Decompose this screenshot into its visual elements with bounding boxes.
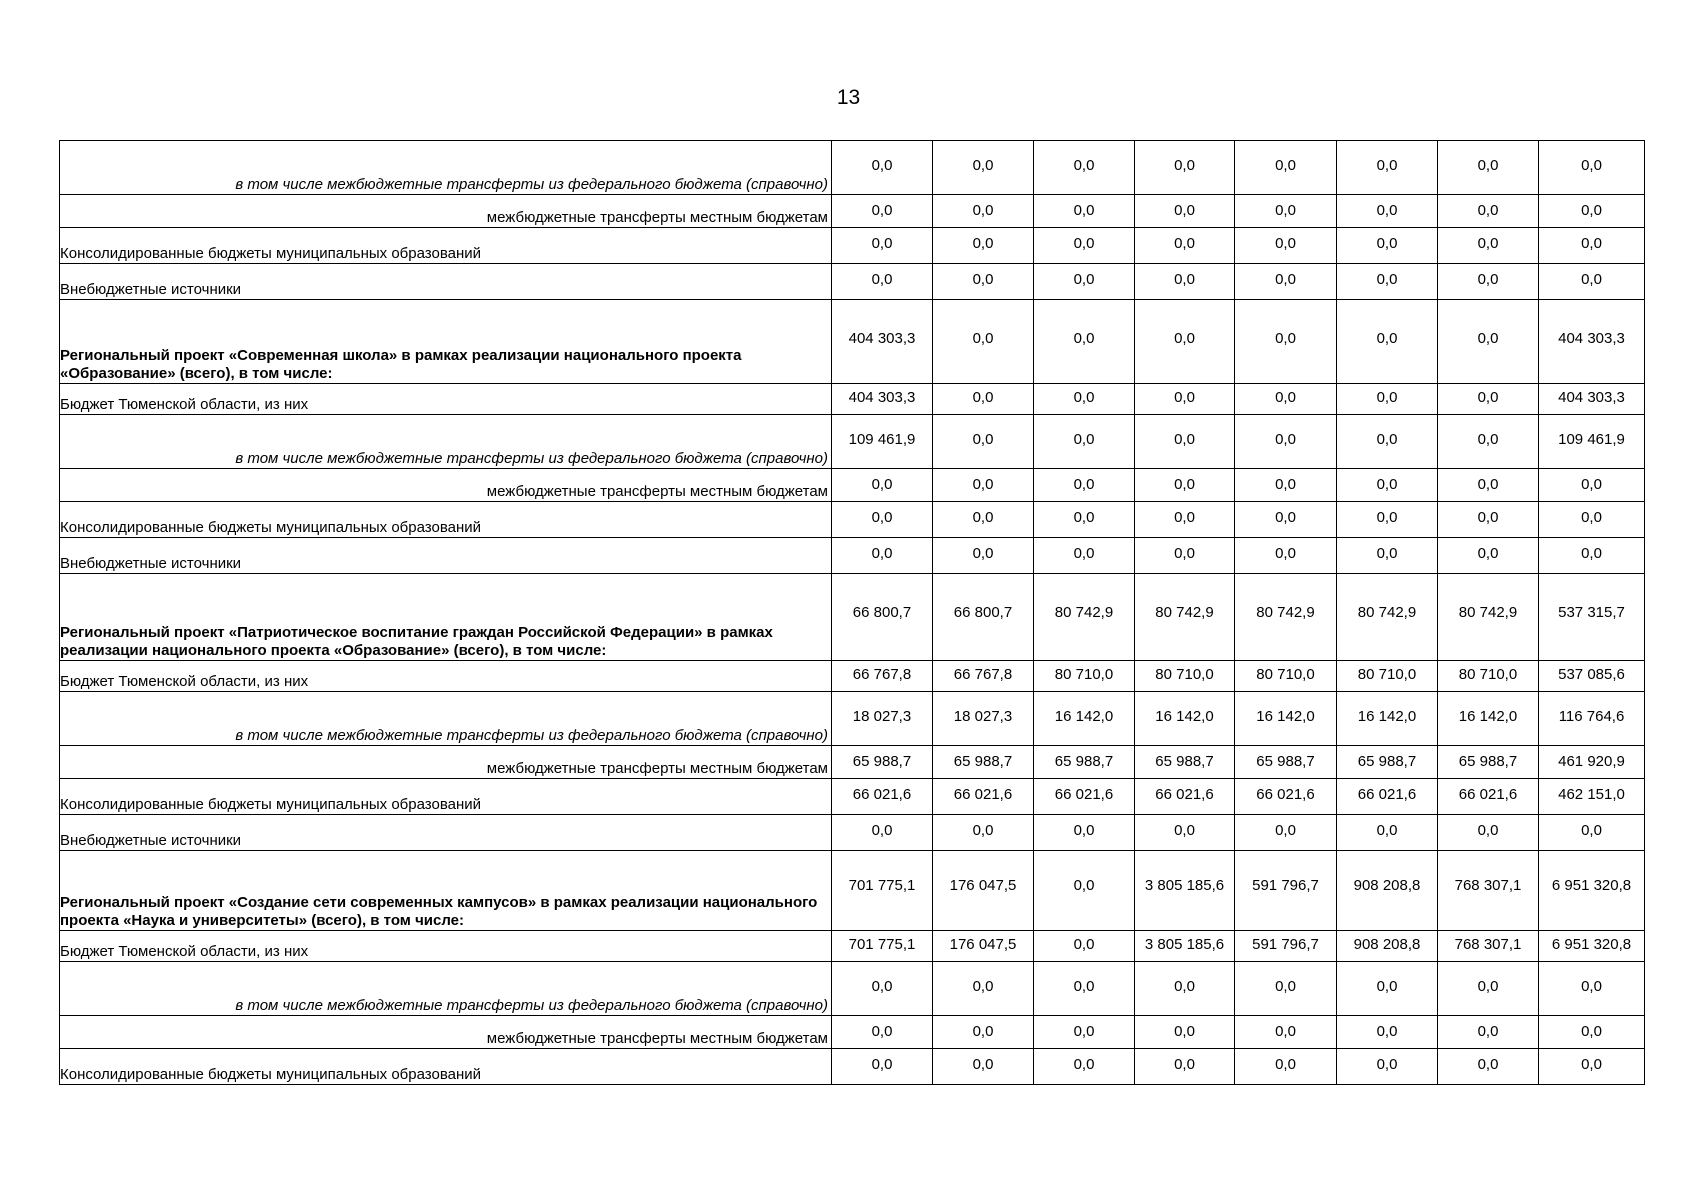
row-label: в том числе межбюджетные трансферты из федерального бюджета (справочно) [60,692,832,746]
value-cell: 0,0 [1034,415,1135,469]
table-row [60,195,1645,228]
value-cell: 3 805 185,6 [1135,931,1235,962]
value-cell: 66 021,6 [1235,779,1337,815]
value-cell: 66 767,8 [933,661,1034,692]
value-cell: 0,0 [1235,538,1337,574]
value-cell: 701 775,1 [832,851,933,931]
value-cell: 0,0 [1034,851,1135,931]
table-row [60,538,1645,574]
value-cell: 0,0 [933,502,1034,538]
value-cell: 116 764,6 [1539,692,1645,746]
table-row [60,962,1645,1016]
value-cell: 0,0 [1337,384,1438,415]
value-cell: 0,0 [933,415,1034,469]
value-cell: 3 805 185,6 [1135,851,1235,931]
value-cell: 66 021,6 [832,779,933,815]
table-row [60,384,1645,415]
value-cell: 0,0 [1235,195,1337,228]
row-label: Внебюджетные источники [60,538,832,574]
value-cell: 16 142,0 [1135,692,1235,746]
value-cell: 0,0 [1337,141,1438,195]
row-label: Бюджет Тюменской области, из них [60,931,832,962]
value-cell: 0,0 [1539,1016,1645,1049]
table-row [60,141,1645,195]
value-cell: 0,0 [1337,264,1438,300]
value-cell: 701 775,1 [832,931,933,962]
value-cell: 0,0 [1034,228,1135,264]
value-cell: 0,0 [1438,141,1539,195]
value-cell: 18 027,3 [933,692,1034,746]
table-row [60,228,1645,264]
value-cell: 0,0 [832,962,933,1016]
value-cell: 0,0 [1539,1049,1645,1085]
value-cell: 18 027,3 [832,692,933,746]
row-label: Бюджет Тюменской области, из них [60,384,832,415]
value-cell: 0,0 [1539,141,1645,195]
value-cell: 908 208,8 [1337,931,1438,962]
value-cell: 0,0 [1034,195,1135,228]
value-cell: 109 461,9 [832,415,933,469]
value-cell: 0,0 [933,815,1034,851]
value-cell: 80 742,9 [1235,574,1337,661]
value-cell: 66 800,7 [933,574,1034,661]
budget-table [59,140,1645,1085]
value-cell: 6 951 320,8 [1539,851,1645,931]
value-cell: 0,0 [1438,300,1539,384]
row-label: межбюджетные трансферты местным бюджетам [60,746,832,779]
value-cell: 0,0 [1539,502,1645,538]
value-cell: 80 710,0 [1235,661,1337,692]
value-cell: 0,0 [1438,962,1539,1016]
value-cell: 0,0 [1235,264,1337,300]
value-cell: 0,0 [933,469,1034,502]
value-cell: 0,0 [1438,264,1539,300]
value-cell: 0,0 [933,962,1034,1016]
value-cell: 0,0 [933,264,1034,300]
value-cell: 0,0 [1034,141,1135,195]
value-cell: 80 710,0 [1034,661,1135,692]
value-cell: 0,0 [1235,1016,1337,1049]
row-label: Консолидированные бюджеты муниципальных образований [60,779,832,815]
value-cell: 0,0 [1235,962,1337,1016]
table-row [60,264,1645,300]
value-cell: 0,0 [1135,962,1235,1016]
value-cell: 0,0 [933,1016,1034,1049]
table-row [60,502,1645,538]
value-cell: 0,0 [1034,1049,1135,1085]
row-label: Внебюджетные источники [60,264,832,300]
value-cell: 0,0 [1034,815,1135,851]
value-cell: 109 461,9 [1539,415,1645,469]
value-cell: 80 742,9 [1034,574,1135,661]
value-cell: 0,0 [1337,228,1438,264]
value-cell: 0,0 [1539,962,1645,1016]
value-cell: 0,0 [1135,141,1235,195]
value-cell: 0,0 [933,228,1034,264]
value-cell: 65 988,7 [933,746,1034,779]
value-cell: 80 710,0 [1438,661,1539,692]
value-cell: 0,0 [1135,415,1235,469]
value-cell: 176 047,5 [933,931,1034,962]
value-cell: 0,0 [832,815,933,851]
value-cell: 0,0 [1135,195,1235,228]
value-cell: 0,0 [1438,1049,1539,1085]
value-cell: 66 021,6 [1135,779,1235,815]
value-cell: 0,0 [1135,815,1235,851]
value-cell: 0,0 [1034,1016,1135,1049]
table-row [60,746,1645,779]
value-cell: 0,0 [1034,538,1135,574]
value-cell: 537 315,7 [1539,574,1645,661]
row-label: в том числе межбюджетные трансферты из федерального бюджета (справочно) [60,415,832,469]
table-row [60,469,1645,502]
value-cell: 66 767,8 [832,661,933,692]
value-cell: 0,0 [1235,815,1337,851]
value-cell: 0,0 [1135,384,1235,415]
value-cell: 65 988,7 [832,746,933,779]
value-cell: 0,0 [933,538,1034,574]
row-label: Региональный проект «Патриотическое воспитание граждан Российской Федерации» в рамках реализации национального проекта «Образование» (всего), в том числе: [60,574,832,661]
value-cell: 0,0 [1337,962,1438,1016]
value-cell: 0,0 [1135,1049,1235,1085]
value-cell: 0,0 [1438,469,1539,502]
value-cell: 0,0 [1034,502,1135,538]
value-cell: 80 742,9 [1135,574,1235,661]
value-cell: 0,0 [1135,538,1235,574]
value-cell: 537 085,6 [1539,661,1645,692]
value-cell: 0,0 [1337,538,1438,574]
row-label: Бюджет Тюменской области, из них [60,661,832,692]
row-label: в том числе межбюджетные трансферты из федерального бюджета (справочно) [60,962,832,1016]
value-cell: 66 021,6 [933,779,1034,815]
table-row [60,692,1645,746]
value-cell: 176 047,5 [933,851,1034,931]
value-cell: 0,0 [1539,538,1645,574]
page-number: 13 [836,86,861,109]
value-cell: 80 710,0 [1135,661,1235,692]
value-cell: 0,0 [933,195,1034,228]
value-cell: 0,0 [1034,931,1135,962]
table-row [60,1016,1645,1049]
value-cell: 0,0 [1135,469,1235,502]
value-cell: 0,0 [832,1016,933,1049]
table-body [60,141,1645,1085]
value-cell: 591 796,7 [1235,931,1337,962]
value-cell: 0,0 [1135,1016,1235,1049]
row-label: Внебюджетные источники [60,815,832,851]
value-cell: 66 021,6 [1337,779,1438,815]
value-cell: 0,0 [1337,502,1438,538]
value-cell: 0,0 [1034,384,1135,415]
row-label: межбюджетные трансферты местным бюджетам [60,469,832,502]
value-cell: 65 988,7 [1235,746,1337,779]
value-cell: 0,0 [1034,469,1135,502]
value-cell: 0,0 [1337,1016,1438,1049]
row-label: в том числе межбюджетные трансферты из федерального бюджета (справочно) [60,141,832,195]
value-cell: 65 988,7 [1034,746,1135,779]
value-cell: 0,0 [1337,469,1438,502]
value-cell: 0,0 [1135,228,1235,264]
value-cell: 80 742,9 [1438,574,1539,661]
value-cell: 16 142,0 [1034,692,1135,746]
value-cell: 0,0 [1235,228,1337,264]
value-cell: 404 303,3 [832,384,933,415]
row-label: Консолидированные бюджеты муниципальных образований [60,1049,832,1085]
value-cell: 404 303,3 [832,300,933,384]
value-cell: 0,0 [832,264,933,300]
value-cell: 0,0 [1438,538,1539,574]
value-cell: 0,0 [933,1049,1034,1085]
value-cell: 0,0 [1034,300,1135,384]
value-cell: 16 142,0 [1337,692,1438,746]
value-cell: 908 208,8 [1337,851,1438,931]
value-cell: 16 142,0 [1438,692,1539,746]
value-cell: 768 307,1 [1438,851,1539,931]
value-cell: 0,0 [1135,502,1235,538]
value-cell: 591 796,7 [1235,851,1337,931]
table-row [60,574,1645,661]
value-cell: 0,0 [1539,228,1645,264]
value-cell: 0,0 [1539,195,1645,228]
value-cell: 0,0 [1235,502,1337,538]
value-cell: 768 307,1 [1438,931,1539,962]
value-cell: 66 021,6 [1034,779,1135,815]
value-cell: 0,0 [933,384,1034,415]
value-cell: 0,0 [1337,1049,1438,1085]
table-row [60,661,1645,692]
value-cell: 0,0 [1438,384,1539,415]
value-cell: 0,0 [1438,415,1539,469]
value-cell: 0,0 [832,141,933,195]
value-cell: 0,0 [1438,228,1539,264]
value-cell: 0,0 [1438,502,1539,538]
value-cell: 404 303,3 [1539,384,1645,415]
table-row [60,779,1645,815]
row-label: межбюджетные трансферты местным бюджетам [60,195,832,228]
table-row [60,815,1645,851]
value-cell: 0,0 [1034,264,1135,300]
table-row [60,851,1645,931]
value-cell: 0,0 [1438,815,1539,851]
value-cell: 0,0 [1337,300,1438,384]
value-cell: 66 021,6 [1438,779,1539,815]
value-cell: 0,0 [1539,469,1645,502]
value-cell: 0,0 [832,195,933,228]
value-cell: 0,0 [1135,300,1235,384]
table-row [60,300,1645,384]
value-cell: 16 142,0 [1235,692,1337,746]
value-cell: 0,0 [1337,415,1438,469]
value-cell: 65 988,7 [1438,746,1539,779]
row-label: Консолидированные бюджеты муниципальных образований [60,228,832,264]
value-cell: 65 988,7 [1337,746,1438,779]
value-cell: 404 303,3 [1539,300,1645,384]
value-cell: 0,0 [1438,195,1539,228]
value-cell: 0,0 [1337,815,1438,851]
table-row [60,1049,1645,1085]
value-cell: 0,0 [1539,264,1645,300]
value-cell: 0,0 [1235,300,1337,384]
value-cell: 0,0 [832,502,933,538]
row-label: межбюджетные трансферты местным бюджетам [60,1016,832,1049]
value-cell: 461 920,9 [1539,746,1645,779]
table-row [60,415,1645,469]
row-label: Консолидированные бюджеты муниципальных образований [60,502,832,538]
value-cell: 0,0 [832,228,933,264]
value-cell: 0,0 [933,300,1034,384]
value-cell: 66 800,7 [832,574,933,661]
value-cell: 0,0 [832,538,933,574]
row-label: Региональный проект «Современная школа» в рамках реализации национального проекта «Образование» (всего), в том числе: [60,300,832,384]
value-cell: 0,0 [1034,962,1135,1016]
value-cell: 0,0 [1235,384,1337,415]
value-cell: 0,0 [1235,1049,1337,1085]
row-label: Региональный проект «Создание сети современных кампусов» в рамках реализации национального проекта «Наука и университеты» (всего), в том числе: [60,851,832,931]
value-cell: 0,0 [832,469,933,502]
value-cell: 6 951 320,8 [1539,931,1645,962]
value-cell: 462 151,0 [1539,779,1645,815]
value-cell: 0,0 [1539,815,1645,851]
value-cell: 0,0 [933,141,1034,195]
value-cell: 0,0 [1337,195,1438,228]
value-cell: 0,0 [1235,469,1337,502]
value-cell: 80 742,9 [1337,574,1438,661]
table-row [60,931,1645,962]
value-cell: 65 988,7 [1135,746,1235,779]
value-cell: 0,0 [1235,415,1337,469]
value-cell: 0,0 [1235,141,1337,195]
value-cell: 80 710,0 [1337,661,1438,692]
value-cell: 0,0 [832,1049,933,1085]
value-cell: 0,0 [1438,1016,1539,1049]
value-cell: 0,0 [1135,264,1235,300]
